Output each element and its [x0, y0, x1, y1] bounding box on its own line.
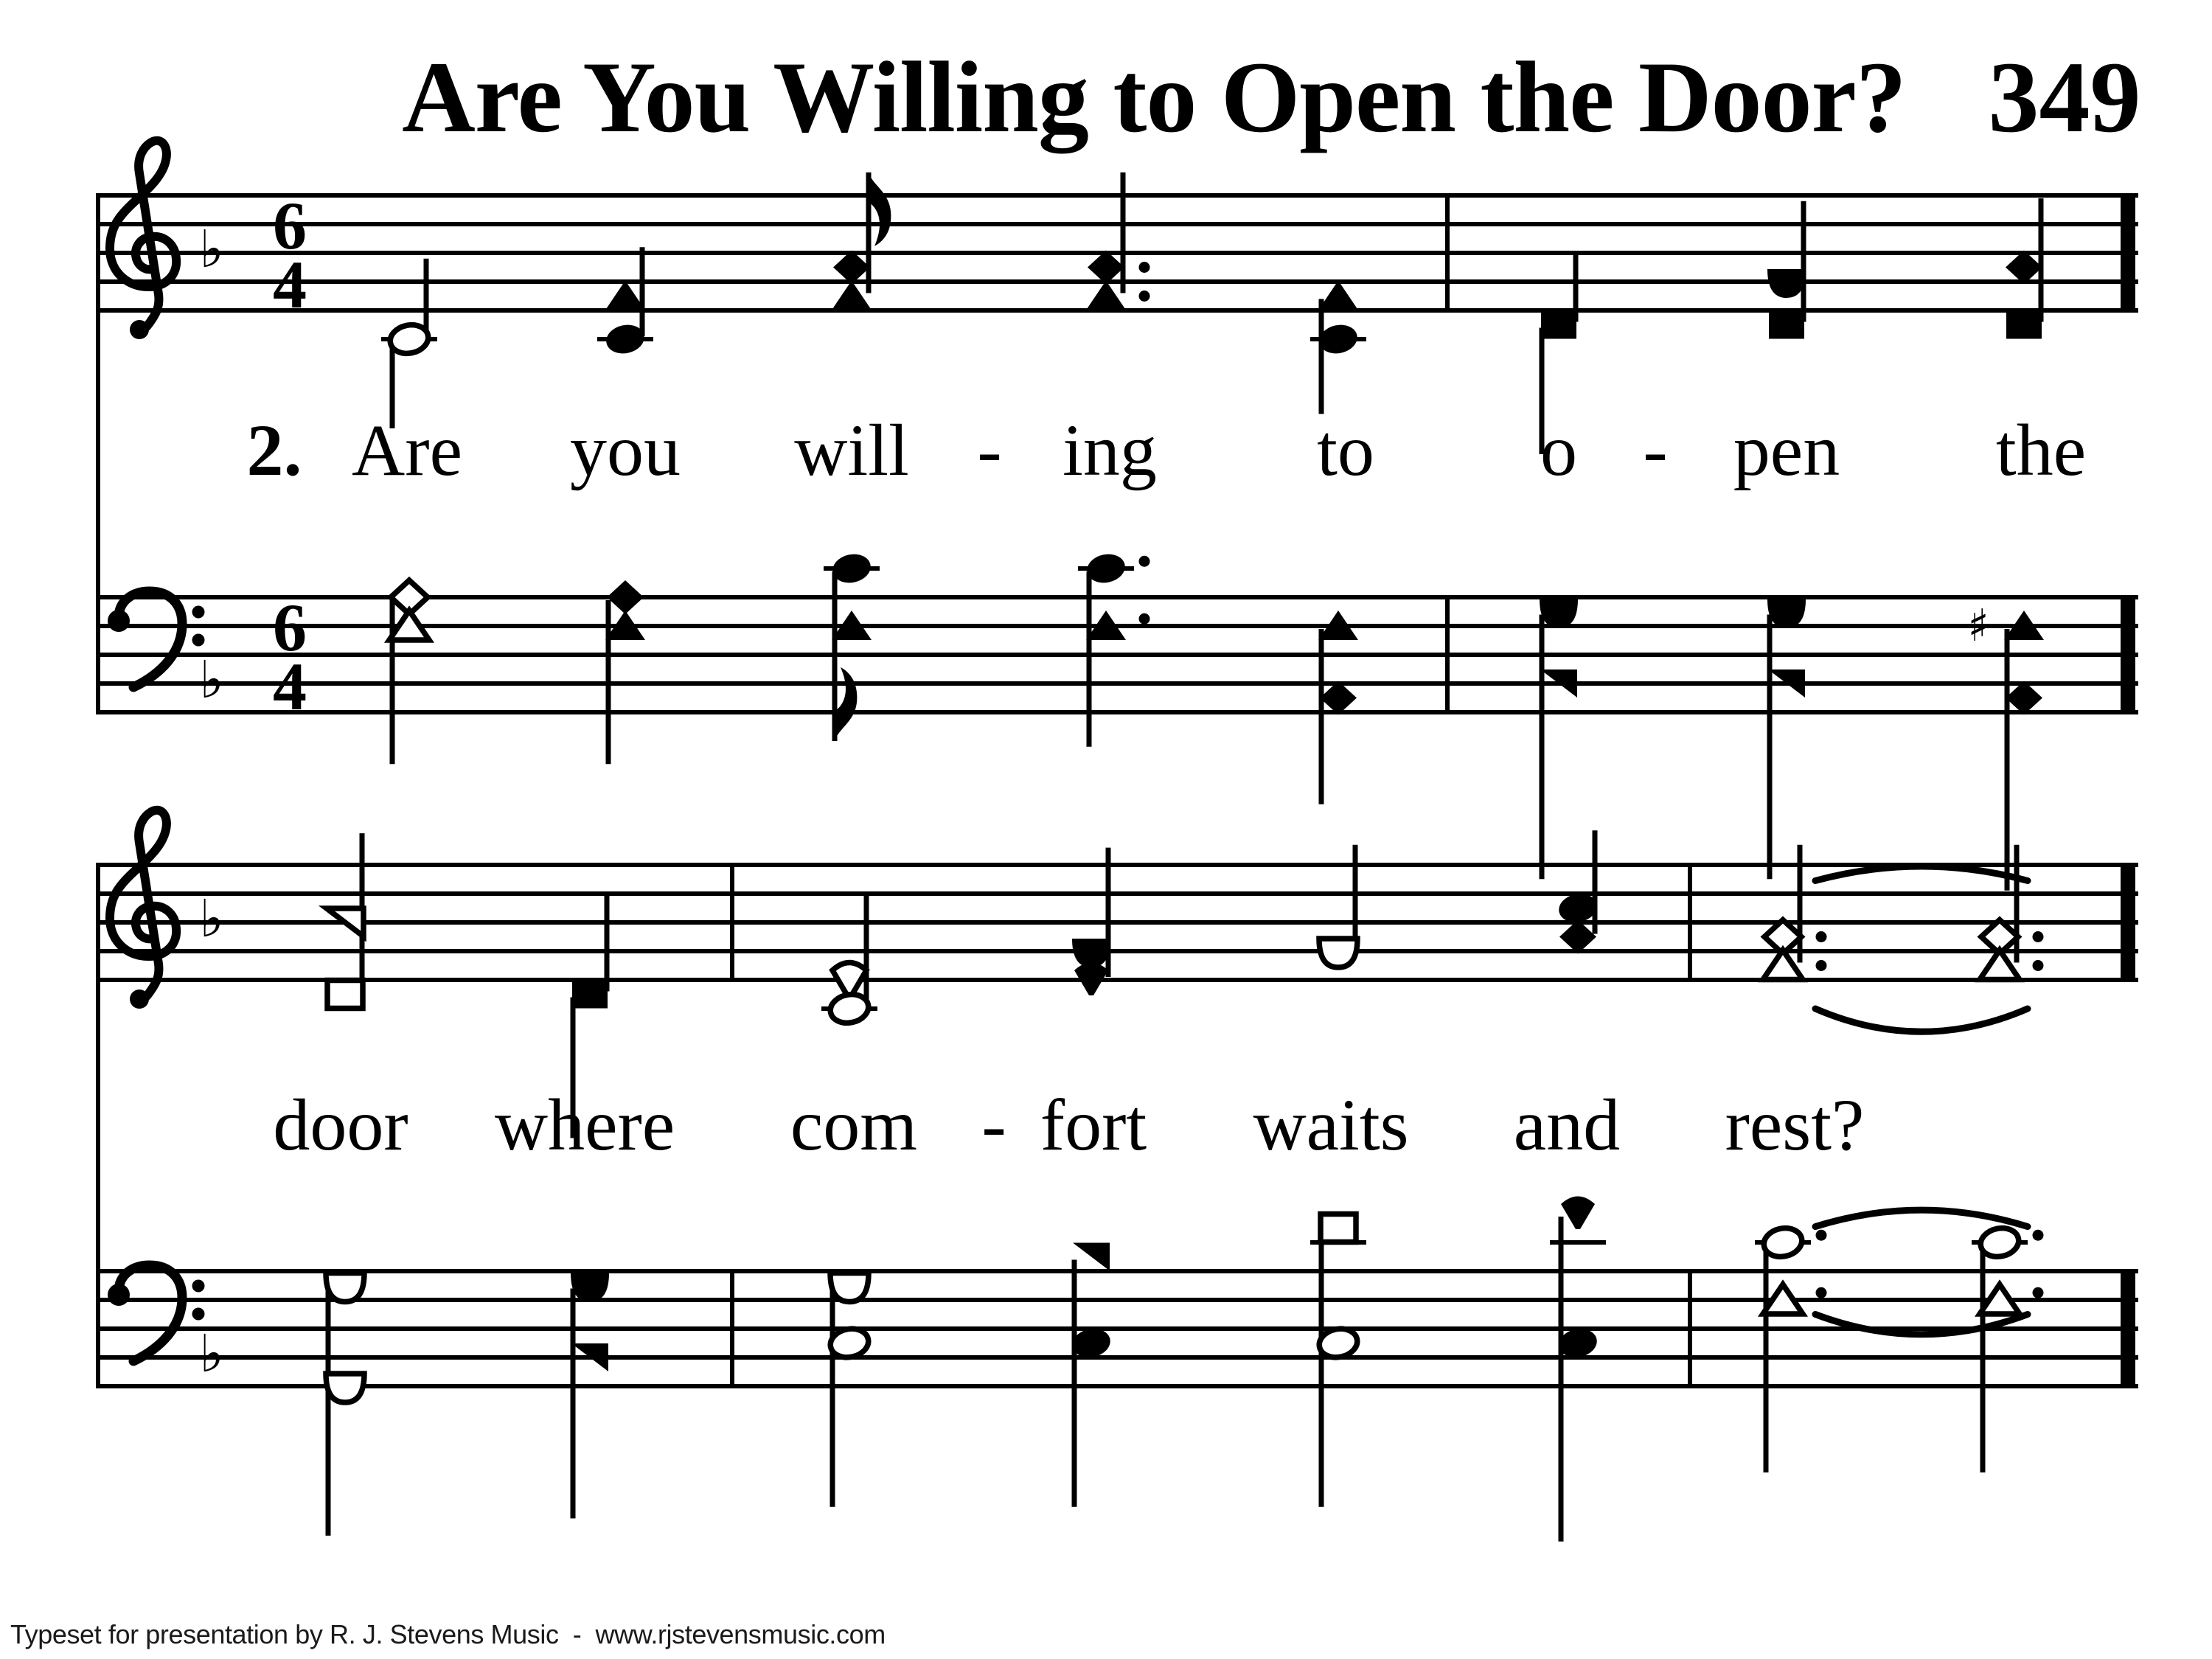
tie — [1815, 866, 2028, 881]
lyric-word: waits — [1253, 1084, 1409, 1166]
bass-staff — [96, 551, 2138, 891]
lyric-word: - — [977, 409, 1002, 491]
lyric-word: will — [794, 409, 909, 491]
svg-text:4: 4 — [273, 247, 307, 322]
chord — [1310, 281, 1366, 414]
lyric-word: you — [570, 409, 681, 491]
hymn-number: 349 — [1988, 41, 2141, 153]
chord — [1078, 551, 1150, 747]
chord — [1967, 600, 2044, 891]
lyric-word: - — [1643, 409, 1668, 491]
lyric-word: Are — [352, 409, 462, 491]
lyrics-line-1 — [0, 408, 2212, 511]
chord — [597, 247, 653, 357]
lyric-word: - — [981, 1084, 1006, 1166]
lyric-word: pen — [1733, 409, 1840, 491]
chord — [1318, 611, 1358, 804]
svg-text:♭: ♭ — [199, 888, 224, 949]
chord — [1972, 1225, 2044, 1472]
svg-text:♭: ♭ — [199, 219, 224, 279]
footer-credit: Typeset for presentation by R. J. Stevens Music - www.rjstevensmusic.com — [10, 1619, 886, 1649]
bass-clef-icon — [108, 1265, 205, 1361]
chord — [1755, 1225, 1827, 1472]
chord — [605, 580, 645, 764]
chord — [1540, 599, 1578, 880]
lyric-word: to — [1317, 409, 1374, 491]
lyric-word: 2. — [246, 409, 302, 491]
chord — [389, 580, 429, 764]
lyric-word: o — [1540, 409, 1577, 491]
lyric-word: and — [1513, 1084, 1621, 1166]
tie — [1815, 1009, 2028, 1032]
chord — [828, 1273, 872, 1507]
lyric-word: rest? — [1725, 1084, 1865, 1166]
lyric-word: the — [1995, 409, 2087, 491]
lyric-word: door — [273, 1084, 408, 1166]
chord — [1767, 599, 1806, 880]
tie — [1815, 1210, 2028, 1226]
page-title: Are You Willing to Open the Door? — [402, 41, 1906, 153]
bass-staff — [96, 1197, 2138, 1542]
chord — [1310, 1214, 1366, 1507]
svg-text:6: 6 — [273, 188, 307, 263]
chord — [1550, 1197, 1606, 1542]
chord — [2006, 198, 2042, 339]
bass-clef-icon — [108, 591, 205, 687]
chord — [821, 894, 877, 1026]
lyric-word: fort — [1040, 1084, 1147, 1166]
svg-text:6: 6 — [273, 590, 307, 665]
lyric-word: where — [494, 1084, 675, 1166]
lyrics-line-2 — [0, 1082, 2212, 1186]
lyric-word: ing — [1062, 409, 1157, 491]
chord — [832, 173, 891, 310]
svg-text:♯: ♯ — [1967, 600, 1989, 652]
tie — [1815, 1315, 2028, 1335]
chord — [1767, 201, 1806, 339]
system — [96, 141, 2138, 891]
lyric-word: com — [790, 1084, 918, 1166]
svg-text:♭: ♭ — [199, 1324, 224, 1384]
chord — [381, 259, 437, 428]
chord — [1070, 1243, 1113, 1507]
svg-text:♭: ♭ — [199, 650, 224, 710]
chord — [571, 1273, 609, 1519]
chord — [326, 1273, 364, 1536]
chord — [1086, 173, 1150, 310]
svg-text:4: 4 — [273, 649, 307, 724]
